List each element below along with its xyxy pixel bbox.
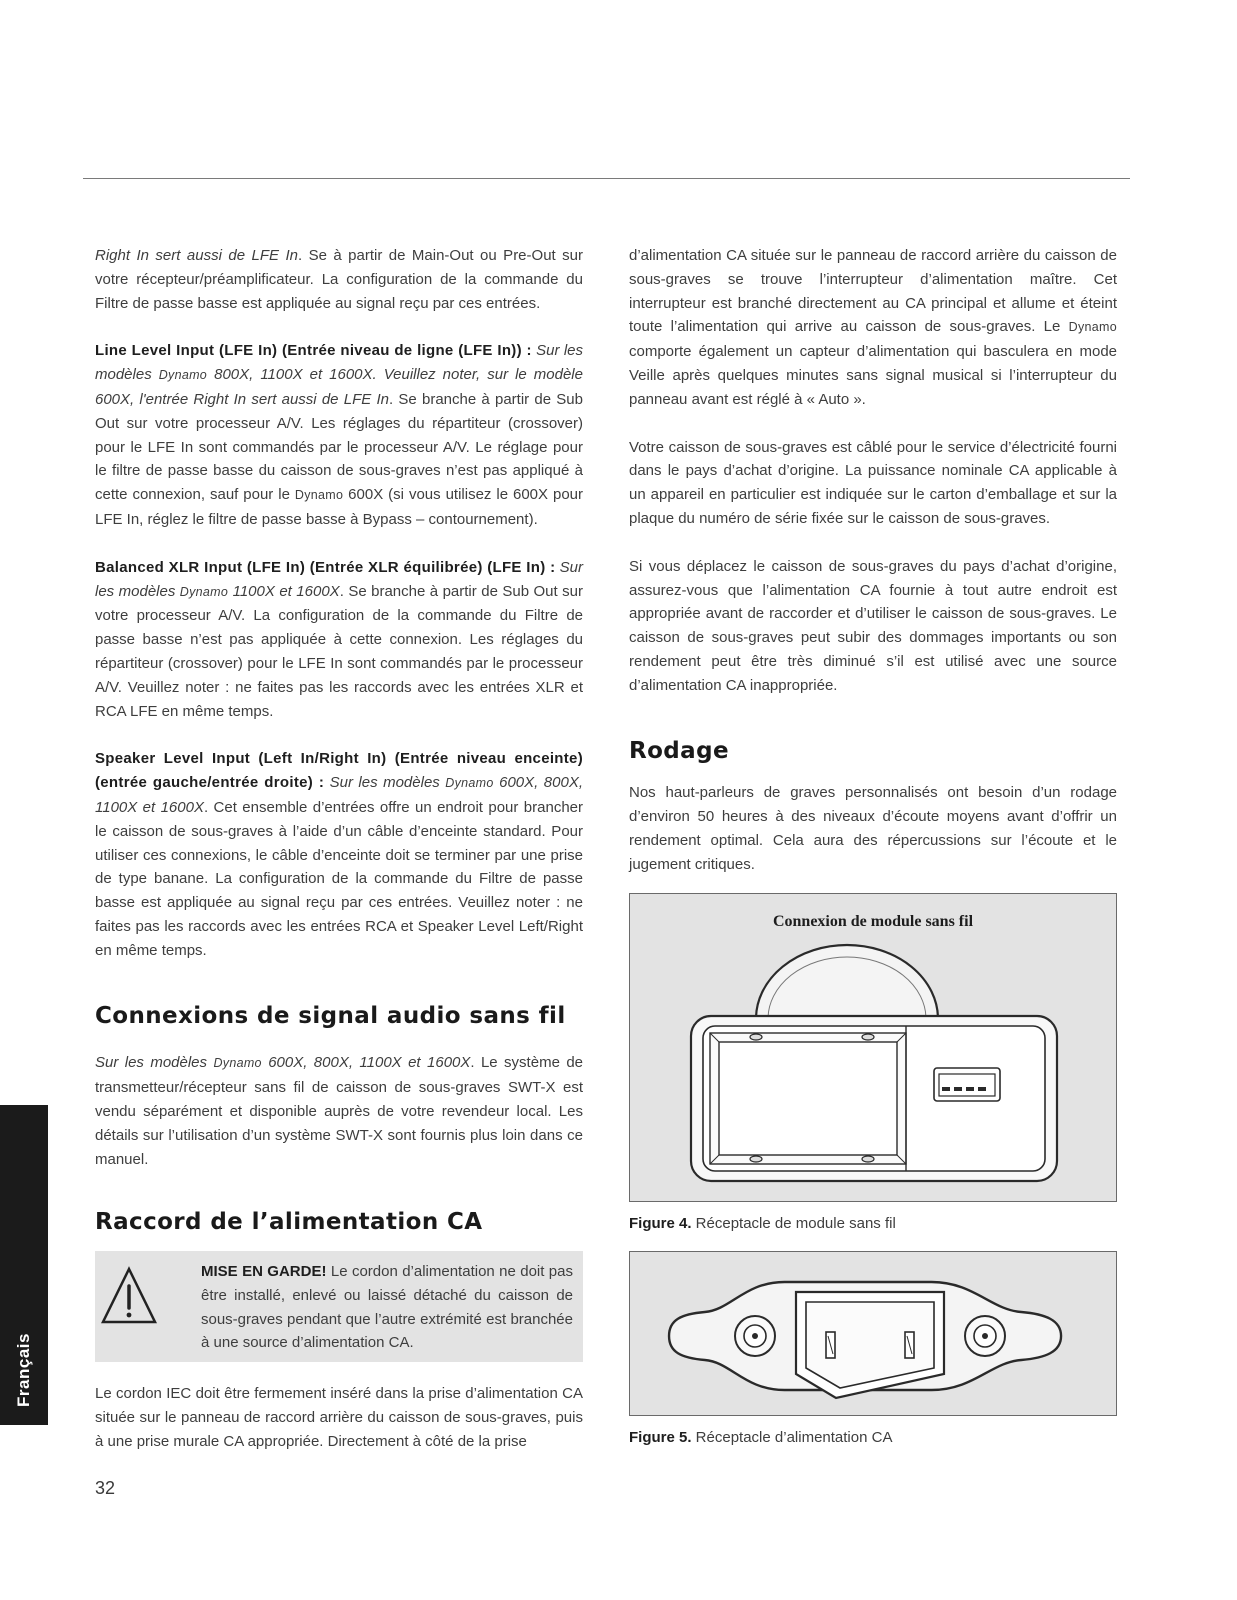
line-level-text: . Se branche à partir de Sub Out sur votre processeur A/V. Les réglages du répartiteur (crossover) pour le LFE In sont commandés par le processeur A/V. Le réglage pour le filtre de passe basse du caisson de sous-graves n’est pas appliqué à cette connexion, sauf pour le: [95, 390, 583, 504]
figure-5-caption-text: Réceptacle d’alimentation CA: [691, 1429, 893, 1447]
power-switch-paragraph: [629, 244, 1117, 412]
intro-italic: Right In sert aussi de LFE In: [95, 247, 298, 264]
intro-text: . Se à partir de Main-Out ou Pre-Out sur votre récepteur/préamplificateur. La configuration de la commande du Filtre de passe basse est appliquée au signal reçu par ces entrées.: [95, 247, 583, 312]
relocation-paragraph: Si vous déplacez le caisson de sous-graves du pays d’achat d’origine, assurez-vous que l’alimentation CA fournie à tout autre endroit est appropriée avant de raccorder et d’utiliser le caisson de sous-graves. Le caisson de sous-graves peut subir des dommages importants ou son rendement peut être très diminué s’il est utilisé avec une source d’alimentation CA inappropriée.: [629, 557, 1117, 694]
dynamo-brand: Dynamo: [158, 368, 208, 383]
figure-5-caption: [629, 1426, 1117, 1450]
header-rule: [83, 178, 1130, 179]
caution-text: [201, 1260, 573, 1355]
speaker-level-heading: Speaker Level Input (Left In/Right In) (Entrée niveau enceinte) (entrée gauche/entrée droite) :: [95, 750, 583, 792]
figure-5: [629, 1251, 1117, 1416]
power-section-heading: Raccord de l’alimentation CA: [95, 1209, 483, 1236]
wireless-models: 600X, 800X, 1100X et 1600X: [261, 1054, 471, 1072]
dynamo-brand: Dynamo: [445, 776, 494, 791]
language-tab-label: Français: [14, 1333, 33, 1407]
figure-4-label: Figure 4.: [629, 1214, 692, 1232]
power-switch-text: d’alimentation CA située sur le panneau de raccord arrière du caisson de sous-graves se trouve l’interrupteur d’alimentation maître. Cet interrupteur est branché directement au CA principal et allume et éteint toute l’alimentation qui arrive au caisson de sous-graves. Le: [629, 247, 1117, 336]
figure-5-label: Figure 5.: [629, 1429, 692, 1447]
dynamo-brand: Dynamo: [179, 584, 229, 599]
xlr-text: . Se branche à partir de Sub Out sur votre processeur A/V. La configuration de la commande du Filtre de passe basse n’est pas appliquée à cette connexion. Les réglages du répartiteur (crossover) pour le LFE In sont commandés par le processeur A/V. Veuillez noter : ne faites pas les raccords avec les entrées XLR et RCA LFE en même temps.: [95, 582, 583, 720]
figure-4-title: Connexion de module sans fil: [772, 912, 974, 930]
caution-body: Le cordon d’alimentation ne doit pas être installé, enlevé ou laissé détaché du caisson de sous-graves pendant que l’autre extrémité est branchée à une source d’alimentation CA.: [201, 1263, 573, 1352]
language-tab: [0, 1105, 48, 1425]
line-level-models: 800X, 1100X et 1600X. Veuillez noter, sur le modèle 600X, l'entrée Right In sert aussi de LFE In: [95, 366, 583, 408]
iec-paragraph: Le cordon IEC doit être fermement inséré dans la prise d’alimentation CA située sur le panneau de raccord arrière du caisson de sous-graves, puis à une prise murale CA appropriée. Directement à côté de la prise: [95, 1385, 583, 1450]
figure-4-caption: [629, 1212, 1117, 1236]
page-number: 32: [95, 1478, 116, 1498]
speaker-level-text: . Cet ensemble d’entrées offre un endroit pour brancher le caisson de sous-graves à l’aide d’un câble d’enceinte standard. Pour utiliser ces connexions, le câble d’enceinte doit se terminer par une prise de type banane. La configuration de la commande du Filtre de passe basse est appliquée au signal reçu par ces entrées. Veuillez noter : ne faites pas les raccords avec les entrées RCA et Speaker Level Left/Right en même temps.: [95, 798, 583, 959]
dynamo-brand: Dynamo: [213, 1056, 262, 1071]
power-switch-text-end: comporte également un capteur d’alimentation qui basculera en mode Veille après quelques minutes sans signal musical si l’interrupteur du panneau avant est réglé à « Auto ».: [629, 343, 1117, 408]
line-level-models-prefix: Sur les modèles: [95, 342, 583, 384]
wireless-module-receptacle-illustration: [630, 894, 1115, 1201]
figure-4-caption-text: Réceptacle de module sans fil: [691, 1214, 896, 1232]
dynamo-brand: Dynamo: [294, 488, 344, 503]
speaker-level-paragraph: [95, 747, 583, 962]
wireless-text: . Le système de transmetteur/récepteur sans fil de caisson de sous-graves SWT-X est vendu séparément et disponible auprès de votre revendeur local. Les détails sur l’utilisation d’un système SWT-X sont fournis plus loin dans ce manuel.: [95, 1054, 583, 1168]
dynamo-brand: Dynamo: [1068, 320, 1117, 335]
warning-triangle-icon: [101, 1260, 161, 1334]
speaker-models-prefix: Sur les modèles: [324, 774, 446, 792]
right-column: [629, 244, 1117, 1450]
xlr-paragraph: [95, 556, 583, 724]
rodage-paragraph: Nos haut-parleurs de graves personnalisés ont besoin d’un rodage d’environ 50 heures à des niveaux d’écoute moyens avant d’offrir un rendement optimal. Cela aura des répercussions sur l’écoute et le jugement critiques.: [629, 784, 1117, 873]
caution-label: MISE EN GARDE!: [201, 1263, 327, 1281]
line-level-heading: Line Level Input (LFE In) (Entrée niveau de ligne (LFE In)) :: [95, 342, 532, 360]
line-level-text-end: 600X (si vous utilisez le 600X pour LFE In, réglez le filtre de passe basse à Bypass – contournement).: [95, 486, 583, 528]
left-column: [95, 244, 583, 1454]
xlr-models-prefix: Sur les modèles: [95, 558, 583, 600]
line-level-paragraph: [95, 339, 583, 531]
wireless-paragraph: [95, 1051, 583, 1171]
xlr-heading: Balanced XLR Input (LFE In) (Entrée XLR équilibrée) (LFE In) :: [95, 558, 556, 576]
wireless-section-heading: Connexions de signal audio sans fil: [95, 1002, 566, 1029]
ac-power-receptacle-illustration: [630, 1252, 1115, 1415]
xlr-models: 1100X et 1600X: [228, 582, 340, 600]
intro-paragraph: [95, 244, 583, 315]
speaker-models: 600X, 800X, 1100X et 1600X: [95, 774, 584, 816]
wireless-models-prefix: Sur les modèles: [95, 1054, 214, 1072]
figure-4: [629, 893, 1117, 1202]
caution-box: [95, 1251, 583, 1362]
electricity-paragraph: Votre caisson de sous-graves est câblé pour le service d’électricité fourni dans le pays d’achat d’origine. La puissance nominale CA applicable à un appareil en particulier est indiquée sur le carton d’emballage et sur la plaque du numéro de série fixée sur le caisson de sous-graves.: [629, 438, 1117, 527]
rodage-heading: Rodage: [629, 737, 729, 764]
